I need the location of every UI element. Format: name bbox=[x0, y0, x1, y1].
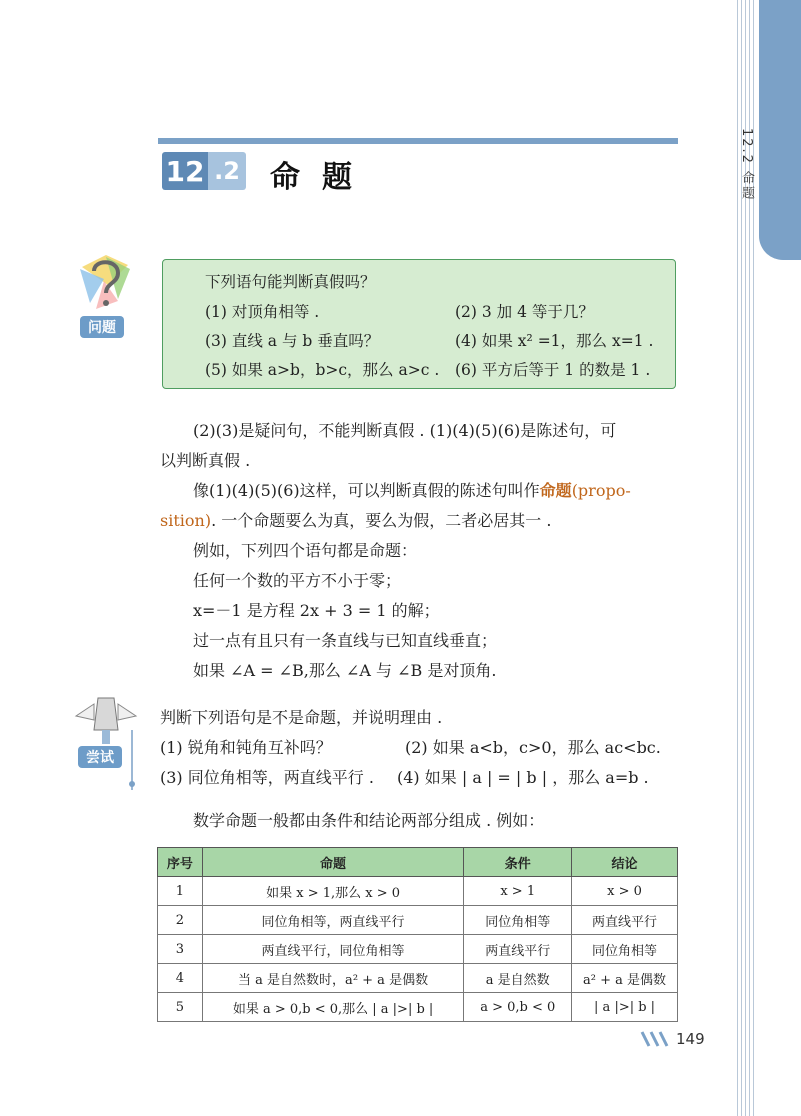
propositions-table bbox=[157, 847, 678, 1022]
chapter-side-label: 12.2 命题 bbox=[739, 128, 754, 202]
table-row bbox=[158, 906, 678, 935]
table-cell: 两直线平行 bbox=[572, 906, 678, 935]
term-proposition: 命题 bbox=[539, 481, 572, 500]
table-cell: x > 1 bbox=[464, 877, 572, 906]
question-mark-icon bbox=[78, 255, 132, 317]
question-item: (5) 如果 a>b，b>c，那么 a>c . bbox=[205, 361, 440, 379]
table-cell: x > 0 bbox=[572, 877, 678, 906]
table-cell: 同位角相等，两直线平行 bbox=[202, 906, 464, 935]
try-item: (4) 如果 | a | = | b | ，那么 a=b . bbox=[397, 768, 649, 787]
definition-text: 像(1)(4)(5)(6)这样，可以判断真假的陈述句叫作 bbox=[193, 481, 540, 500]
term-english-cont: sition) bbox=[160, 511, 212, 530]
example-line: 任何一个数的平方不小于零； bbox=[193, 571, 402, 590]
section-title: 命题 bbox=[270, 160, 374, 195]
question-item: (2) 3 加 4 等于几？ bbox=[455, 303, 594, 321]
table-header-row bbox=[158, 848, 678, 877]
question-box bbox=[162, 259, 676, 389]
example-line: x=－1 是方程 2x + 3 = 1 的解； bbox=[193, 601, 440, 620]
table-cell: | a |>| b | bbox=[572, 993, 678, 1022]
table-header: 结论 bbox=[572, 848, 678, 877]
table-cell: 3 bbox=[158, 935, 203, 964]
question-item: (3) 直线 a 与 b 垂直吗？ bbox=[205, 332, 380, 350]
table-cell: 2 bbox=[158, 906, 203, 935]
try-item: (1) 锐角和钝角互补吗？ bbox=[160, 738, 332, 757]
table-row bbox=[158, 877, 678, 906]
definition-line-2 bbox=[160, 508, 551, 531]
header-bar bbox=[158, 138, 678, 144]
try-item: (3) 同位角相等，两直线平行 . bbox=[160, 768, 374, 787]
question-intro: 下列语句能判断真假吗？ bbox=[205, 273, 376, 291]
table-header: 命题 bbox=[202, 848, 464, 877]
page-number: 149 bbox=[676, 1030, 705, 1048]
question-item: (4) 如果 x² =1，那么 x=1 . bbox=[455, 332, 654, 350]
table-cell: 4 bbox=[158, 964, 203, 993]
table-row bbox=[158, 935, 678, 964]
try-intro: 判断下列语句是不是命题，并说明理由 . bbox=[160, 708, 443, 727]
question-item: (6) 平方后等于 1 的数是 1 . bbox=[455, 361, 651, 379]
question-item: (1) 对顶角相等 . bbox=[205, 303, 320, 321]
table-cell: 1 bbox=[158, 877, 203, 906]
paragraph-line: (2)(3)是疑问句，不能判断真假 . (1)(4)(5)(6)是陈述句，可 bbox=[193, 421, 617, 440]
table-cell: 同位角相等 bbox=[572, 935, 678, 964]
term-english: (propo- bbox=[571, 481, 631, 500]
table-row bbox=[158, 964, 678, 993]
table-cell: 如果 x > 1,那么 x > 0 bbox=[202, 877, 464, 906]
section-number-main: 12 bbox=[162, 152, 208, 190]
kite-icon bbox=[74, 690, 138, 794]
table-cell: a > 0,b < 0 bbox=[464, 993, 572, 1022]
paragraph-line: 以判断真假 . bbox=[160, 451, 251, 470]
paragraph-line: 数学命题一般都由条件和结论两部分组成 . 例如： bbox=[193, 811, 545, 830]
table-cell: 同位角相等 bbox=[464, 906, 572, 935]
try-tag: 尝试 bbox=[78, 746, 122, 768]
table-row bbox=[158, 993, 678, 1022]
example-line: 过一点有且只有一条直线与已知直线垂直； bbox=[193, 631, 498, 650]
paragraph-line: 例如，下列四个语句都是命题： bbox=[193, 541, 418, 560]
definition-rest: . 一个命题要么为真，要么为假，二者必居其一 . bbox=[211, 511, 552, 530]
table-cell: 当 a 是自然数时，a² + a 是偶数 bbox=[202, 964, 464, 993]
try-item: (2) 如果 a<b，c>0，那么 ac<bc. bbox=[405, 738, 661, 757]
page-stripes-icon bbox=[640, 1030, 674, 1048]
question-tag: 问题 bbox=[80, 316, 124, 338]
table-cell: 如果 a > 0,b < 0,那么 | a |>| b | bbox=[202, 993, 464, 1022]
table-header: 条件 bbox=[464, 848, 572, 877]
table-cell: a 是自然数 bbox=[464, 964, 572, 993]
section-number bbox=[162, 152, 246, 190]
table-cell: a² + a 是偶数 bbox=[572, 964, 678, 993]
table-cell: 两直线平行，同位角相等 bbox=[202, 935, 464, 964]
section-number-sub: .2 bbox=[208, 152, 246, 190]
table-cell: 两直线平行 bbox=[464, 935, 572, 964]
chapter-tab bbox=[759, 0, 801, 260]
definition-line bbox=[193, 478, 631, 501]
table-cell: 5 bbox=[158, 993, 203, 1022]
table-header: 序号 bbox=[158, 848, 203, 877]
example-line: 如果 ∠A = ∠B,那么 ∠A 与 ∠B 是对顶角. bbox=[193, 661, 497, 680]
